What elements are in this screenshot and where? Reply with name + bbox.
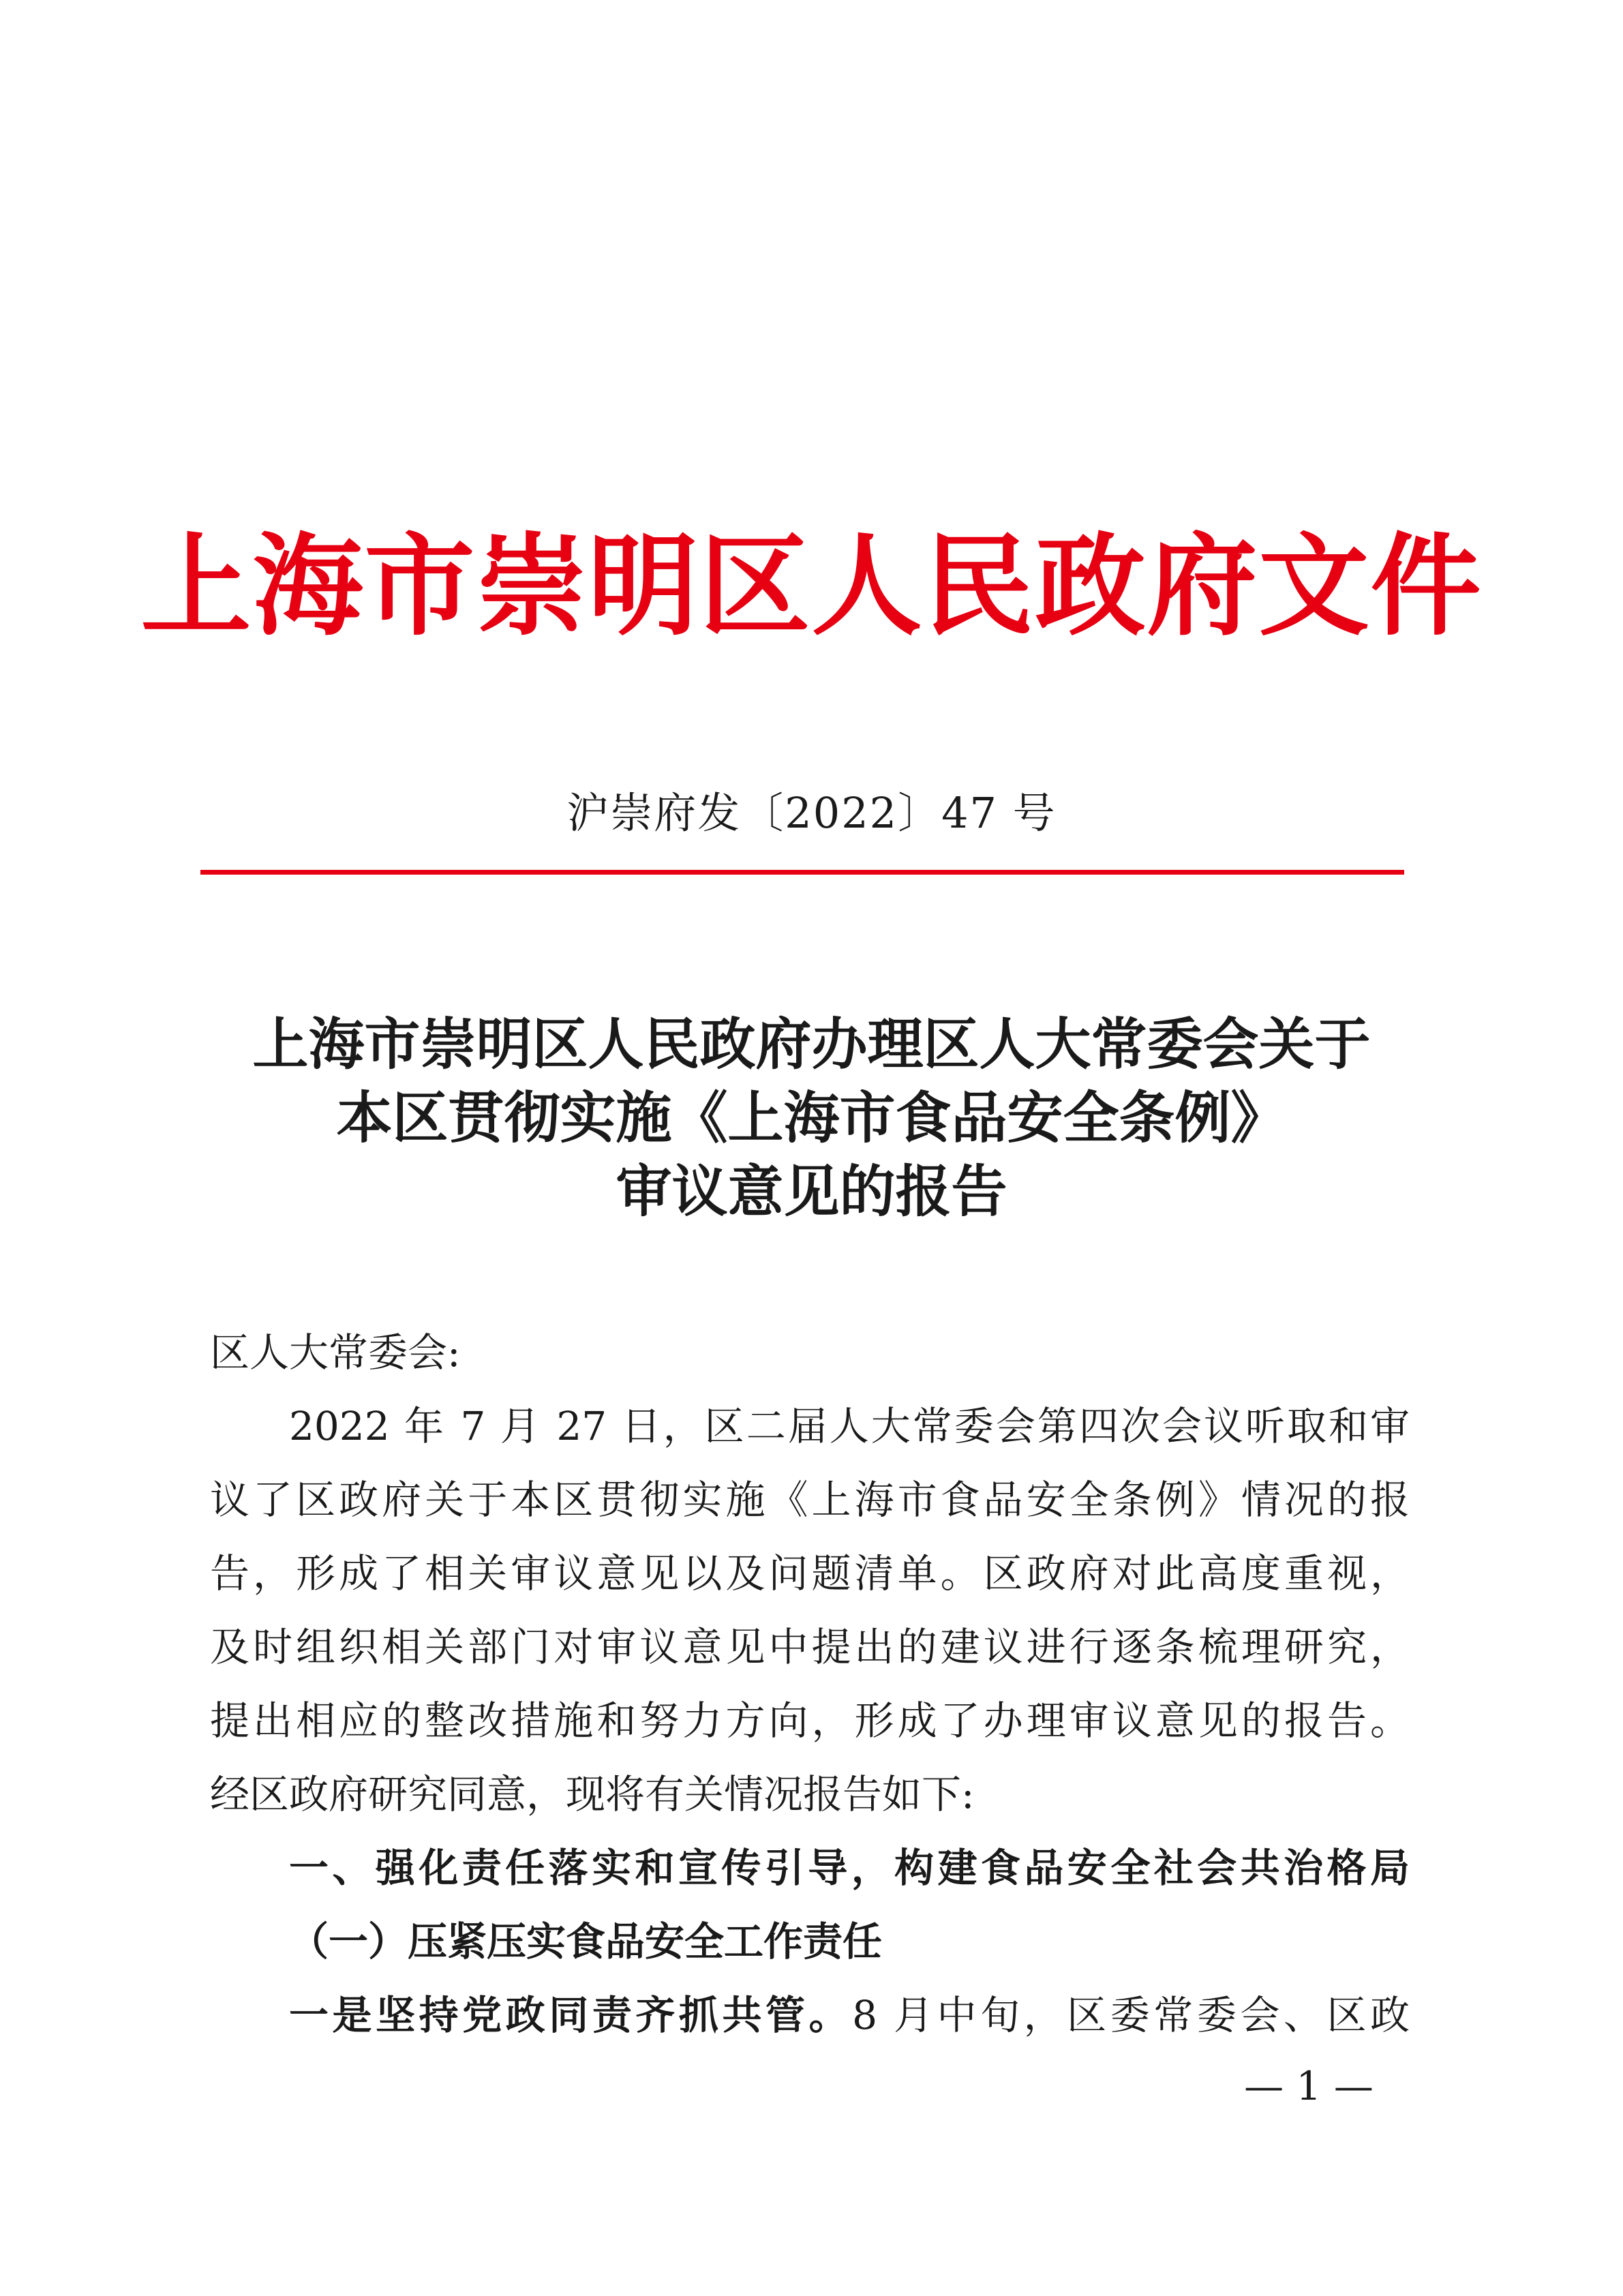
body-text: [210, 1316, 1410, 2052]
intro-line-3: 告，形成了相关审议意见以及问题清单。区政府对此高度重视，: [210, 1550, 1410, 1597]
intro-line-4: 及时组织相关部门对审议意见中提出的建议进行逐条梳理研究，: [210, 1624, 1410, 1670]
document-number: 沪崇府发〔2022〕47 号: [566, 788, 1057, 838]
paragraph-1: [210, 1978, 1410, 2052]
red-separator-line: [200, 870, 1404, 875]
subsection-heading-1: （一）压紧压实食品安全工作责任: [289, 1918, 883, 1965]
paragraph-lead-bold: 一是坚持党政同责齐抓共管。: [289, 1992, 853, 2038]
intro-line-5: 提出相应的整改措施和努力方向，形成了办理审议意见的报告。: [210, 1697, 1410, 1744]
report-title-line-2: 本区贯彻实施《上海市食品安全条例》: [336, 1085, 1287, 1151]
salutation: 区人大常委会:: [210, 1329, 461, 1376]
intro-line-1: 2022 年 7 月 27 日，区二届人大常委会第四次会议听取和审: [289, 1403, 1410, 1449]
report-title-line-3: 审议意见的报告: [616, 1159, 1007, 1224]
section-heading-1: 一、强化责任落实和宣传引导，构建食品安全社会共治格局: [289, 1845, 1410, 1891]
intro-line-2: 议了区政府关于本区贯彻实施《上海市食品安全条例》情况的报: [210, 1477, 1410, 1523]
page-number: — 1 —: [1244, 2063, 1374, 2109]
intro-line-6: 经区政府研究同意，现将有关情况报告如下:: [210, 1771, 975, 1817]
issuer-title: 上海市崇明区人民政府文件: [140, 522, 1483, 651]
report-title-line-1: 上海市崇明区人民政府办理区人大常委会关于: [252, 1012, 1371, 1077]
paragraph-text: 8 月中旬，区委常委会、区政: [852, 1992, 1410, 2038]
report-title: [0, 1008, 1623, 1228]
